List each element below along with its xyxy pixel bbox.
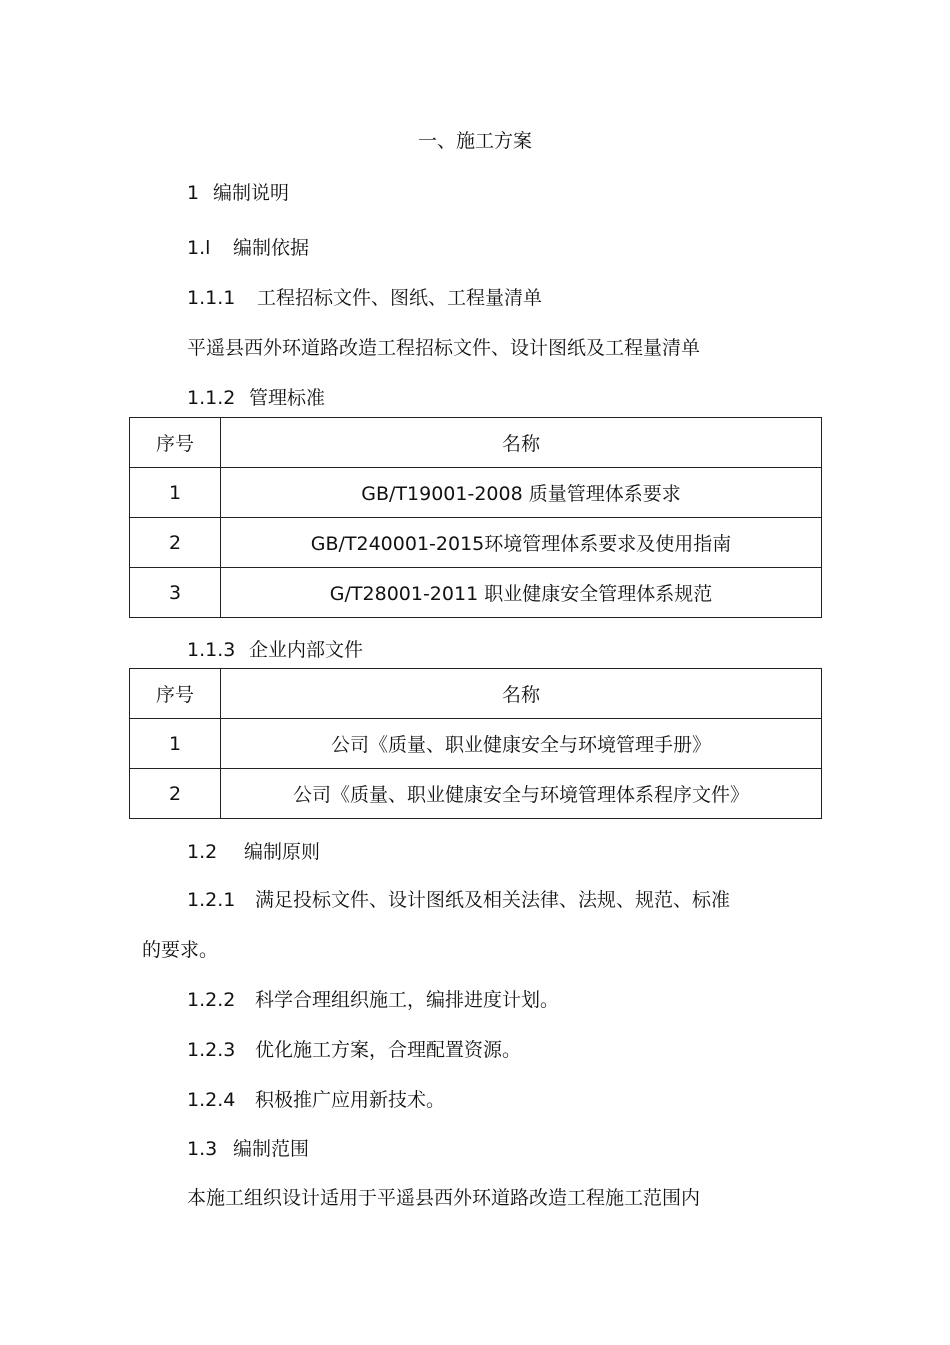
- column-header-name: 名称: [221, 669, 822, 719]
- row-number: 1: [130, 468, 221, 518]
- section-heading-1-1-1: 1.1.1 工程招标文件、图纸、工程量清单: [187, 287, 543, 309]
- section-heading-1-1-2: 1.1.2 管理标准: [187, 387, 326, 409]
- table-row: [130, 468, 822, 518]
- table-row: [130, 568, 822, 618]
- section-heading-1-2: 1.2 编制原则: [187, 841, 321, 863]
- principle-item-1-continuation: 的要求。: [142, 939, 219, 961]
- principle-item-4: 1.2.4 积极推广应用新技术。: [187, 1089, 446, 1111]
- principle-item-3: 1.2.3 优化施工方案，合理配置资源。: [187, 1039, 522, 1061]
- row-number: 2: [130, 769, 221, 819]
- principle-item-1: 1.2.1 满足投标文件、设计图纸及相关法律、法规、规范、标准: [187, 889, 731, 911]
- row-number: 2: [130, 518, 221, 568]
- row-number: 3: [130, 568, 221, 618]
- row-name: GB/T19001-2008 质量管理体系要求: [221, 468, 822, 518]
- section-heading-1: 1 编制说明: [187, 182, 290, 204]
- row-name: G/T28001-2011 职业健康安全管理体系规范: [221, 568, 822, 618]
- paragraph-tender-documents: 平遥县西外环道路改造工程招标文件、设计图纸及工程量清单: [187, 337, 701, 359]
- internal-documents-table: [129, 668, 822, 819]
- row-number: 1: [130, 719, 221, 769]
- principle-item-2: 1.2.2 科学合理组织施工，编排进度计划。: [187, 989, 560, 1011]
- section-heading-1-1: 1.l 编制依据: [187, 237, 310, 259]
- column-header-name: 名称: [221, 418, 822, 468]
- table-header-row: [130, 418, 822, 468]
- table-row: [130, 518, 822, 568]
- paragraph-scope: 本施工组织设计适用于平遥县西外环道路改造工程施工范围内: [187, 1187, 701, 1209]
- row-name: GB/T240001-2015环境管理体系要求及使用指南: [221, 518, 822, 568]
- table-row: [130, 719, 822, 769]
- row-name: 公司《质量、职业健康安全与环境管理手册》: [221, 719, 822, 769]
- standards-table: [129, 417, 822, 618]
- row-name: 公司《质量、职业健康安全与环境管理体系程序文件》: [221, 769, 822, 819]
- column-header-number: 序号: [130, 418, 221, 468]
- table-header-row: [130, 669, 822, 719]
- section-heading-1-1-3: 1.1.3 企业内部文件: [187, 639, 364, 661]
- section-heading-1-3: 1.3 编制范围: [187, 1138, 310, 1160]
- table-row: [130, 769, 822, 819]
- chapter-title: 一、施工方案: [417, 130, 532, 152]
- column-header-number: 序号: [130, 669, 221, 719]
